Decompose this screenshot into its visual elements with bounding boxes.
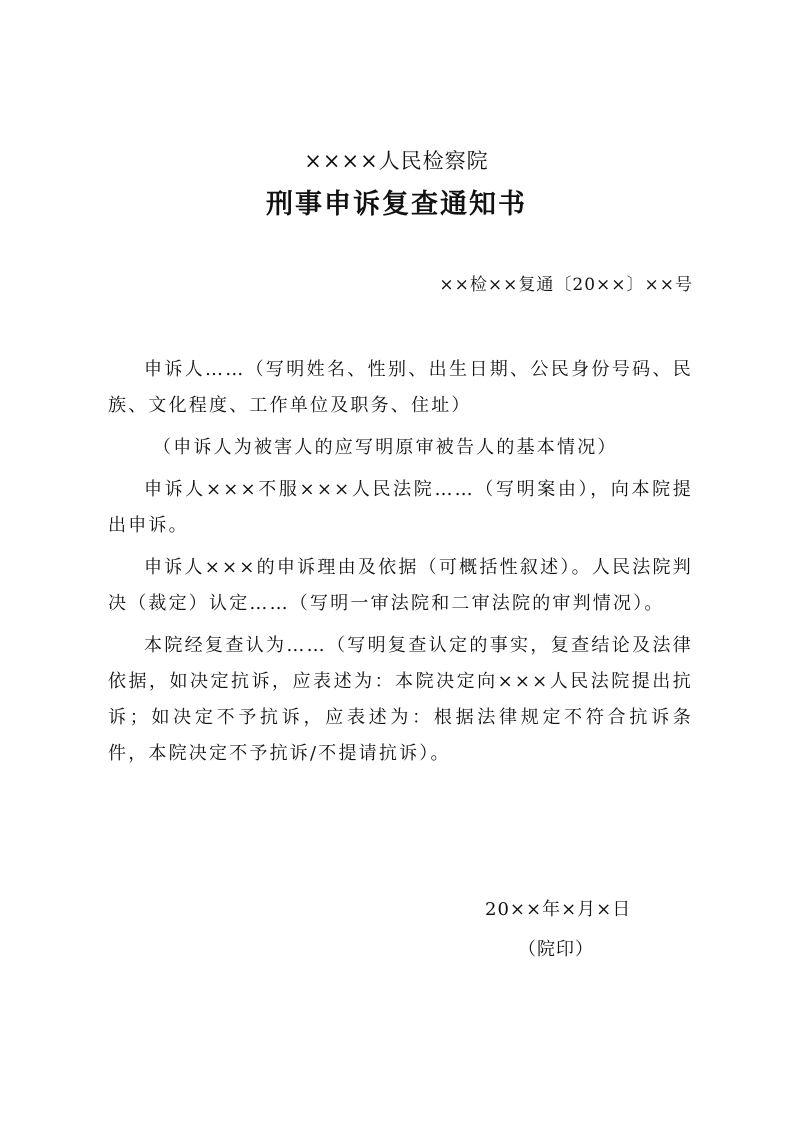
court-seal-label: （院印） — [518, 939, 594, 960]
document-number: ××检××复通〔20××〕××号 — [439, 275, 693, 295]
paragraph-appellant-info: 申诉人……（写明姓名、性别、出生日期、公民身份号码、民族、文化程度、工作单位及职务、住址） — [108, 359, 693, 416]
paragraph-appeal-filing: 申诉人×××不服×××人民法院……（写明案由），向本院提出申诉。 — [108, 479, 693, 536]
issue-date: 20××年×月×日 — [485, 899, 632, 920]
document-body — [108, 352, 693, 778]
document-title: 刑事申诉复查通知书 — [266, 189, 527, 220]
organization-name: ××××人民检察院 — [304, 149, 489, 173]
paragraph-review-conclusion: 本院经复查认为……（写明复查认定的事实，复查结论及法律依据，如决定抗诉，应表述为：本院决定向×××人民法院提出抗诉；如决定不予抗诉，应表述为：根据法律规定不符合抗诉条件，本院决定不予抗诉/不提请抗诉）。 — [108, 635, 693, 764]
paragraph-appeal-reasons: 申诉人×××的申诉理由及依据（可概括性叙述）。人民法院判决（裁定）认定……（写明一审法院和二审法院的审判情况）。 — [108, 557, 693, 614]
paragraph-victim-note: （申诉人为被害人的应写明原审被告人的基本情况） — [153, 437, 618, 458]
